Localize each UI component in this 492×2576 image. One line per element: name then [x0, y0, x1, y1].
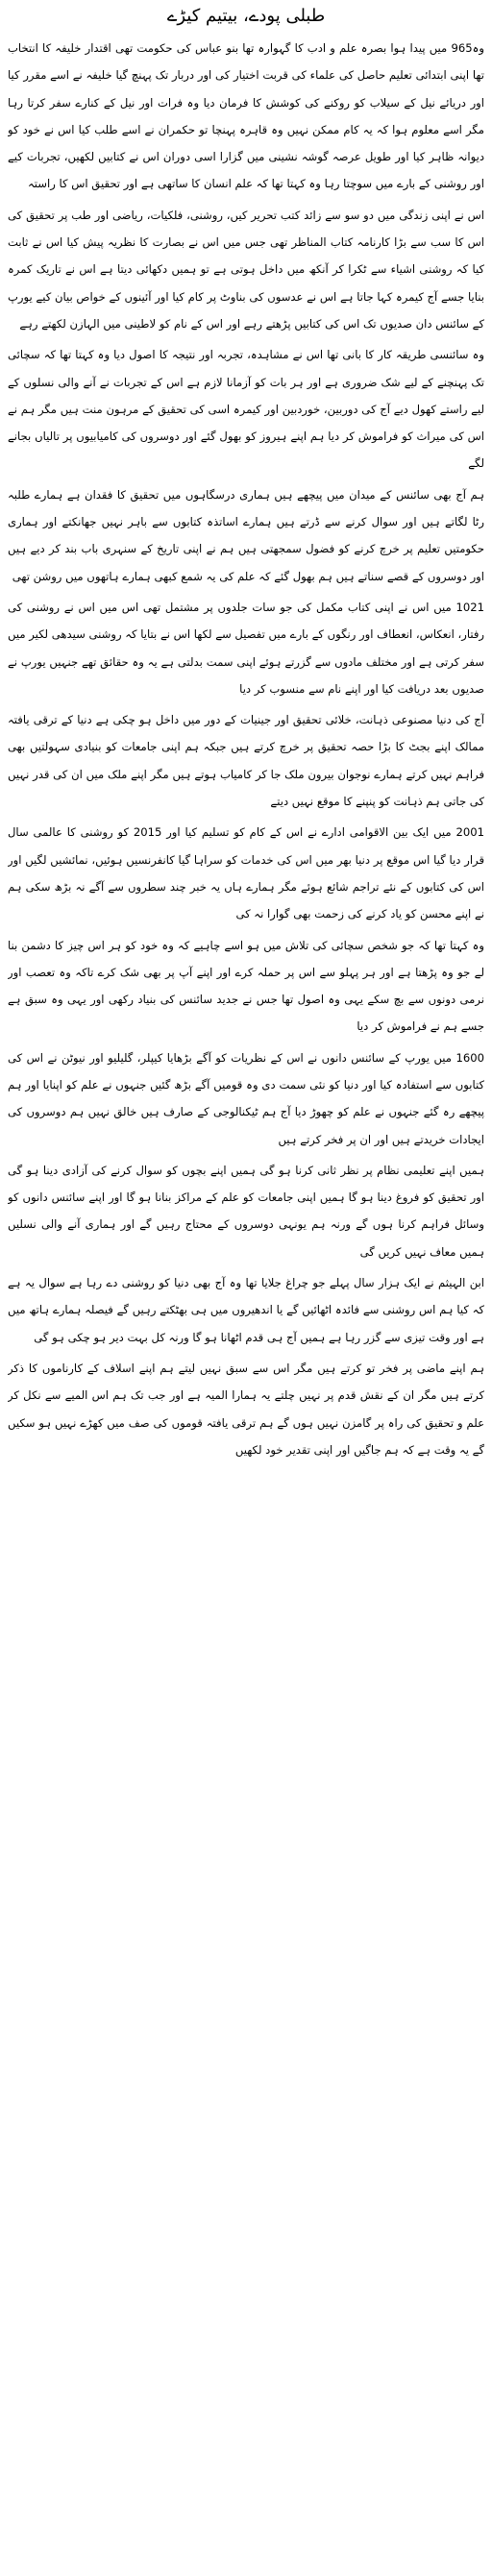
article-paragraph: ابن الہیثم نے ایک ہزار سال پہلے جو چراغ جلایا تھا وہ آج بھی دنیا کو روشنی دے رہا ہے سوال یہ ہے کہ کیا ہم اس روشنی سے فائدہ اٹھائیں گے یا اندھیروں میں ہی بھٹکتے رہیں گے فیصلہ ہمارے ہاتھ میں ہے اور وقت تیزی سے گزر رہا ہے ہمیں آج ہی قدم اٹھانا ہو گا ورنہ کل بہت دیر ہو چکی ہو گی: [8, 1276, 484, 1344]
article-paragraph: ہم آج بھی سائنس کے میدان میں پیچھے ہیں ہماری درسگاہوں میں تحقیق کا فقدان ہے ہمارے طلبہ رٹا لگاتے ہیں اور سوال کرنے سے ڈرتے ہیں ہمارے اساتذہ کتابوں سے باہر نہیں جھانکتے اور ہماری حکومتیں تعلیم پر خرچ کرنے کو فضول سمجھتی ہیں ہم نے اپنی تاریخ کے سنہری باب بند کر دیے ہیں اور دوسروں کے قصے سناتے ہیں ہم بھول گئے کہ علم کی یہ شمع کبھی ہمارے ہاتھوں میں روشن تھی: [8, 487, 484, 583]
article-paragraph: ہم اپنے ماضی پر فخر تو کرتے ہیں مگر اس سے سبق نہیں لیتے ہم اپنے اسلاف کے کارناموں کا ذکر کرتے ہیں مگر ان کے نقش قدم پر نہیں چلتے یہ ہمارا المیہ ہے اور جب تک ہم اس المیے سے نکل کر علم و تحقیق کی راہ پر گامزن نہیں ہوں گے ہم ترقی یافتہ قوموں کی صف میں کھڑے نہیں ہو سکیں گے یہ وقت ہے کہ ہم جاگیں اور اپنی تقدیر خود لکھیں: [8, 1361, 484, 1457]
article-paragraph: وہ کہتا تھا کہ جو شخص سچائی کی تلاش میں ہو اسے چاہیے کہ وہ خود کو ہر اس چیز کا دشمن بنا لے جو وہ پڑھتا ہے اور ہر پہلو سے اس پر حملہ کرے اور اپنے آپ پر بھی شک کرے تاکہ وہ تعصب اور نرمی دونوں سے بچ سکے یہی وہ اصول تھا جس نے جدید سائنس کی بنیاد رکھی اور یہی وہ سبق ہے جسے ہم نے فراموش کر دیا: [8, 938, 484, 1034]
article-paragraph: وہ سائنسی طریقہ کار کا بانی تھا اس نے مشاہدہ، تجربہ اور نتیجہ کا اصول دیا وہ کہتا تھا کہ سچائی تک پہنچنے کے لیے شک ضروری ہے اور ہر بات کو آزمانا لازم ہے اس کے تجربات نے آنے والی نسلوں کے لیے راستے کھول دیے آج کی دوربین، خوردبین اور کیمرہ اسی کی تحقیق کے مرہون منت ہیں مگر ہم نے اس کی میراث کو فراموش کر دیا ہم اپنے ہیروز کو بھول گئے اور دوسروں کی کامیابیوں پر تالیاں بجانے لگے: [8, 348, 484, 471]
article-title: طبلی پودے، بیتیم کیڑے: [166, 6, 326, 26]
article-paragraph: ہمیں اپنے تعلیمی نظام پر نظر ثانی کرنا ہو گی ہمیں اپنے بچوں کو سوال کرنے کی آزادی دینا ہو گی اور تحقیق کو فروغ دینا ہو گا ہمیں اپنی جامعات کو علم کے مراکز بنانا ہو گا اور اپنے سائنس دانوں کو وسائل فراہم کرنا ہوں گے ورنہ ہم یونہی دوسروں کے محتاج رہیں گے اور ہماری آنے والی نسلیں ہمیں معاف نہیں کریں گی: [8, 1163, 484, 1259]
article-paragraph: وہ965 میں پیدا ہوا بصرہ علم و ادب کا گہوارہ تھا بنو عباس کی حکومت تھی اقتدار خلیفہ کا انتخاب تھا اپنی ابتدائی تعلیم حاصل کی علماء کی قربت اختیار کی اور دربار تک پہنچ گیا خلیفہ نے اسے مقرر کیا اور دریائے نیل کے سیلاب کو روکنے کی کوشش کا فرمان دیا وہ فرات اور نیل کے کنارے سفر کرتا رہا مگر اسے معلوم ہوا کہ یہ کام ممکن نہیں وہ قاہرہ پہنچا تو حکمران نے اسے طلب کیا اس نے خود کو دیوانہ ظاہر کیا اور طویل عرصہ گوشہ نشینی میں گزارا اسی دوران اس نے کتابیں لکھیں، تجربات کیے اور روشنی کے بارے میں سوچتا رہا وہ کہتا تھا کہ علم انسان کا ساتھی ہے اور تحقیق اس کا راستہ: [8, 41, 484, 191]
article-paragraph: 1600 میں یورپ کے سائنس دانوں نے اس کے نظریات کو آگے بڑھایا کیپلر، گلیلیو اور نیوٹن نے اس کی کتابوں سے استفادہ کیا اور دنیا کو نئی سمت دی وہ قومیں آگے بڑھ گئیں جنہوں نے علم کو اپنایا اور ہم پیچھے رہ گئے جنہوں نے علم کو چھوڑ دیا آج ہم ٹیکنالوجی کے صارف ہیں خالق نہیں ہم دوسروں کی ایجادات خریدتے ہیں اور ان پر فخر کرتے ہیں: [8, 1050, 484, 1146]
article-paragraph: 1021 میں اس نے اپنی کتاب مکمل کی جو سات جلدوں پر مشتمل تھی اس میں اس نے روشنی کی رفتار، انعکاس، انعطاف اور رنگوں کے بارے میں تفصیل سے لکھا اس نے بتایا کہ روشنی سیدھی لکیر میں سفر کرتی ہے اور مختلف مادوں سے گزرتے ہوئے اپنی سمت بدلتی ہے یہ وہ حقائق تھے جنہیں یورپ نے صدیوں بعد دریافت کیا اور اپنے نام سے منسوب کر دیا: [8, 600, 484, 696]
article-paragraph: اس نے اپنی زندگی میں دو سو سے زائد کتب تحریر کیں، روشنی، فلکیات، ریاضی اور طب پر تحقیق کی اس کا سب سے بڑا کارنامہ کتاب المناظر تھی جس میں اس نے بصارت کا نظریہ پیش کیا اس نے ثابت کیا کہ روشنی اشیاء سے ٹکرا کر آنکھ میں داخل ہوتی ہے تو ہمیں دکھائی دیتا ہے اس نے تاریک کمرہ بنایا جسے آج کیمرہ کہا جاتا ہے اس نے عدسوں کی بناوٹ پر کام کیا اور آئینوں کے خواص بیان کیے یورپ کے سائنس دان صدیوں تک اس کی کتابیں پڑھتے رہے اور اس کے نام کو لاطینی میں الہازن لکھتے رہے: [8, 208, 484, 331]
article-paragraph: 2001 میں ایک بین الاقوامی ادارے نے اس کے کام کو تسلیم کیا اور 2015 کو روشنی کا عالمی سال قرار دیا گیا اس موقع پر دنیا بھر میں اس کی خدمات کو سراہا گیا کانفرنسیں ہوئیں، نمائشیں لگیں اور اس کی کتابوں کے نئے تراجم شائع ہوئے مگر ہمارے ہاں یہ خبر چند سطروں سے آگے نہ بڑھ سکی ہم نے اپنے محسن کو یاد کرنے کی زحمت بھی گوارا نہ کی: [8, 825, 484, 921]
article-body: [8, 35, 484, 2562]
article-paragraph: آج کی دنیا مصنوعی ذہانت، خلائی تحقیق اور جینیات کے دور میں داخل ہو چکی ہے دنیا کے ترقی یافتہ ممالک اپنے بجٹ کا بڑا حصہ تحقیق پر خرچ کرتے ہیں جبکہ ہم اپنی جامعات کو بنیادی سہولتیں بھی فراہم نہیں کرتے ہمارے نوجوان بیرون ملک جا کر کامیاب ہوتے ہیں مگر اپنے ملک میں ان کی قدر نہیں کی جاتی ہم ذہانت کو پنپنے کا موقع نہیں دیتے: [8, 713, 484, 809]
